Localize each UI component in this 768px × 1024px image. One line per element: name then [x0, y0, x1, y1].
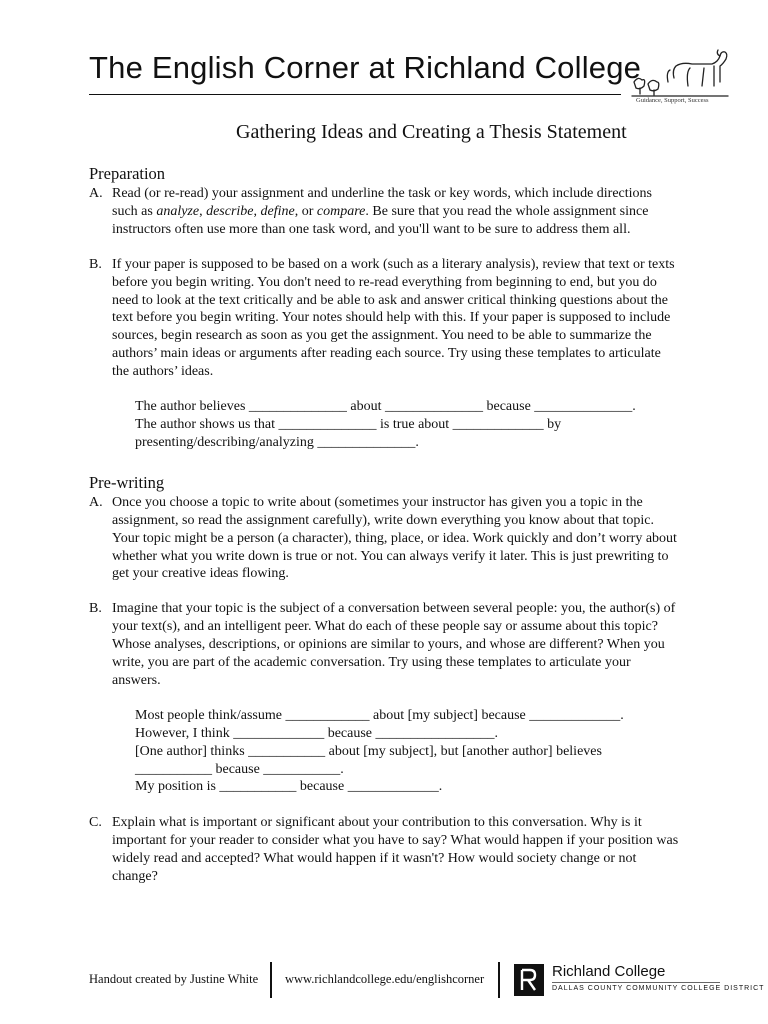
item-letter: A. — [89, 494, 103, 510]
handout-content — [89, 164, 679, 886]
footer-credit: Handout created by Justine White — [89, 972, 259, 986]
prewriting-item-a — [89, 494, 679, 584]
preparation-item-a — [89, 185, 679, 239]
item-text: Once you choose a topic to write about (sometimes your instructor has given you a topic in the assignment, so read the assignment carefully), write down everything you know about that topic. Your topic might be a person (a character), thing, place, or idea. Work quickly and don’t worry about whether what you write down is true or not. You can always verify it later. This is just prewriting to get your creative ideas flowing. — [112, 494, 677, 582]
header-rule — [89, 94, 621, 95]
prewriting-item-b — [89, 600, 679, 690]
item-letter: C. — [89, 815, 102, 831]
item-text: If your paper is supposed to be based on a work (such as a literary analysis), review that text or texts before you begin writing. You don't need to re-read everything from beginning to end, but you do need to look at the text critically and be able to ask and answer critical thinking questions about the text before you begin writing. Your notes should help with this. If your paper is supposed to include sources, begin research as soon as you get the assignment. You need to be able to summarize the authors’ main ideas or arguments after reading each source. Try using these templates to articulate the authors’ ideas. — [112, 256, 675, 380]
prewriting-heading: Pre-writing — [89, 472, 165, 492]
district-name: DALLAS COUNTY COMMUNITY COLLEGE DISTRICT — [552, 985, 765, 992]
template-line: [One author] thinks ___________ about [my subject], but [another author] believes ___________ because ___________. — [135, 743, 602, 777]
template-line: The author shows us that ______________ is true about _____________ by presenting/describing/analyzing ______________. — [135, 416, 562, 450]
preparation-heading: Preparation — [89, 164, 166, 183]
item-text: Read (or re-read) your assignment and underline the task or key words, which include directions such as analyze, describe, define, or compare. Be sure that you read the whole assignment since instructors often use more than one task word, and you'll want to be sure to address them all. — [112, 186, 652, 237]
logo-tagline: Guidance, Support, Success — [636, 97, 709, 104]
item-letter: B. — [89, 256, 102, 272]
item-letter: B. — [89, 601, 102, 617]
document-title: Gathering Ideas and Creating a Thesis Statement — [236, 121, 627, 143]
template-line: However, I think _____________ because _________________. — [135, 725, 498, 741]
footer-divider — [498, 962, 500, 998]
conversation-templates — [135, 707, 679, 797]
header-title: The English Corner at Richland College — [89, 50, 642, 85]
college-name-rule — [552, 982, 720, 983]
author-templates — [135, 398, 679, 452]
item-letter: A. — [89, 186, 103, 201]
college-name: Richland College — [552, 963, 666, 980]
footer-divider — [270, 962, 272, 998]
preparation-item-b — [89, 256, 679, 381]
template-line: The author believes ______________ about ______________ because ______________. — [135, 399, 636, 415]
item-text: Imagine that your topic is the subject of a conversation between several people: you, the author(s) of your text(s), and an intelligent peer. What do each of these people say or assume about this topic? Whose analyses, descriptions, or opinions are similar to yours, and whose are different? When you write, you are part of the academic conversation. Try using these templates to articulate your answers. — [112, 601, 676, 688]
prewriting-item-c — [89, 814, 679, 886]
template-line: Most people think/assume ____________ about [my subject] because _____________. — [135, 707, 624, 723]
richland-college-logo-icon — [514, 964, 544, 996]
template-line: My position is ___________ because _____________. — [135, 779, 443, 795]
footer-url[interactable]: www.richlandcollege.edu/englishcorner — [285, 972, 485, 986]
item-text: Explain what is important or significant about your contribution to this conversation. Why is it important for your reader to consider what you have to say? What would happen if your position was widely read and accepted? What would happen if it wasn't? How would society change or not change? — [112, 815, 679, 885]
